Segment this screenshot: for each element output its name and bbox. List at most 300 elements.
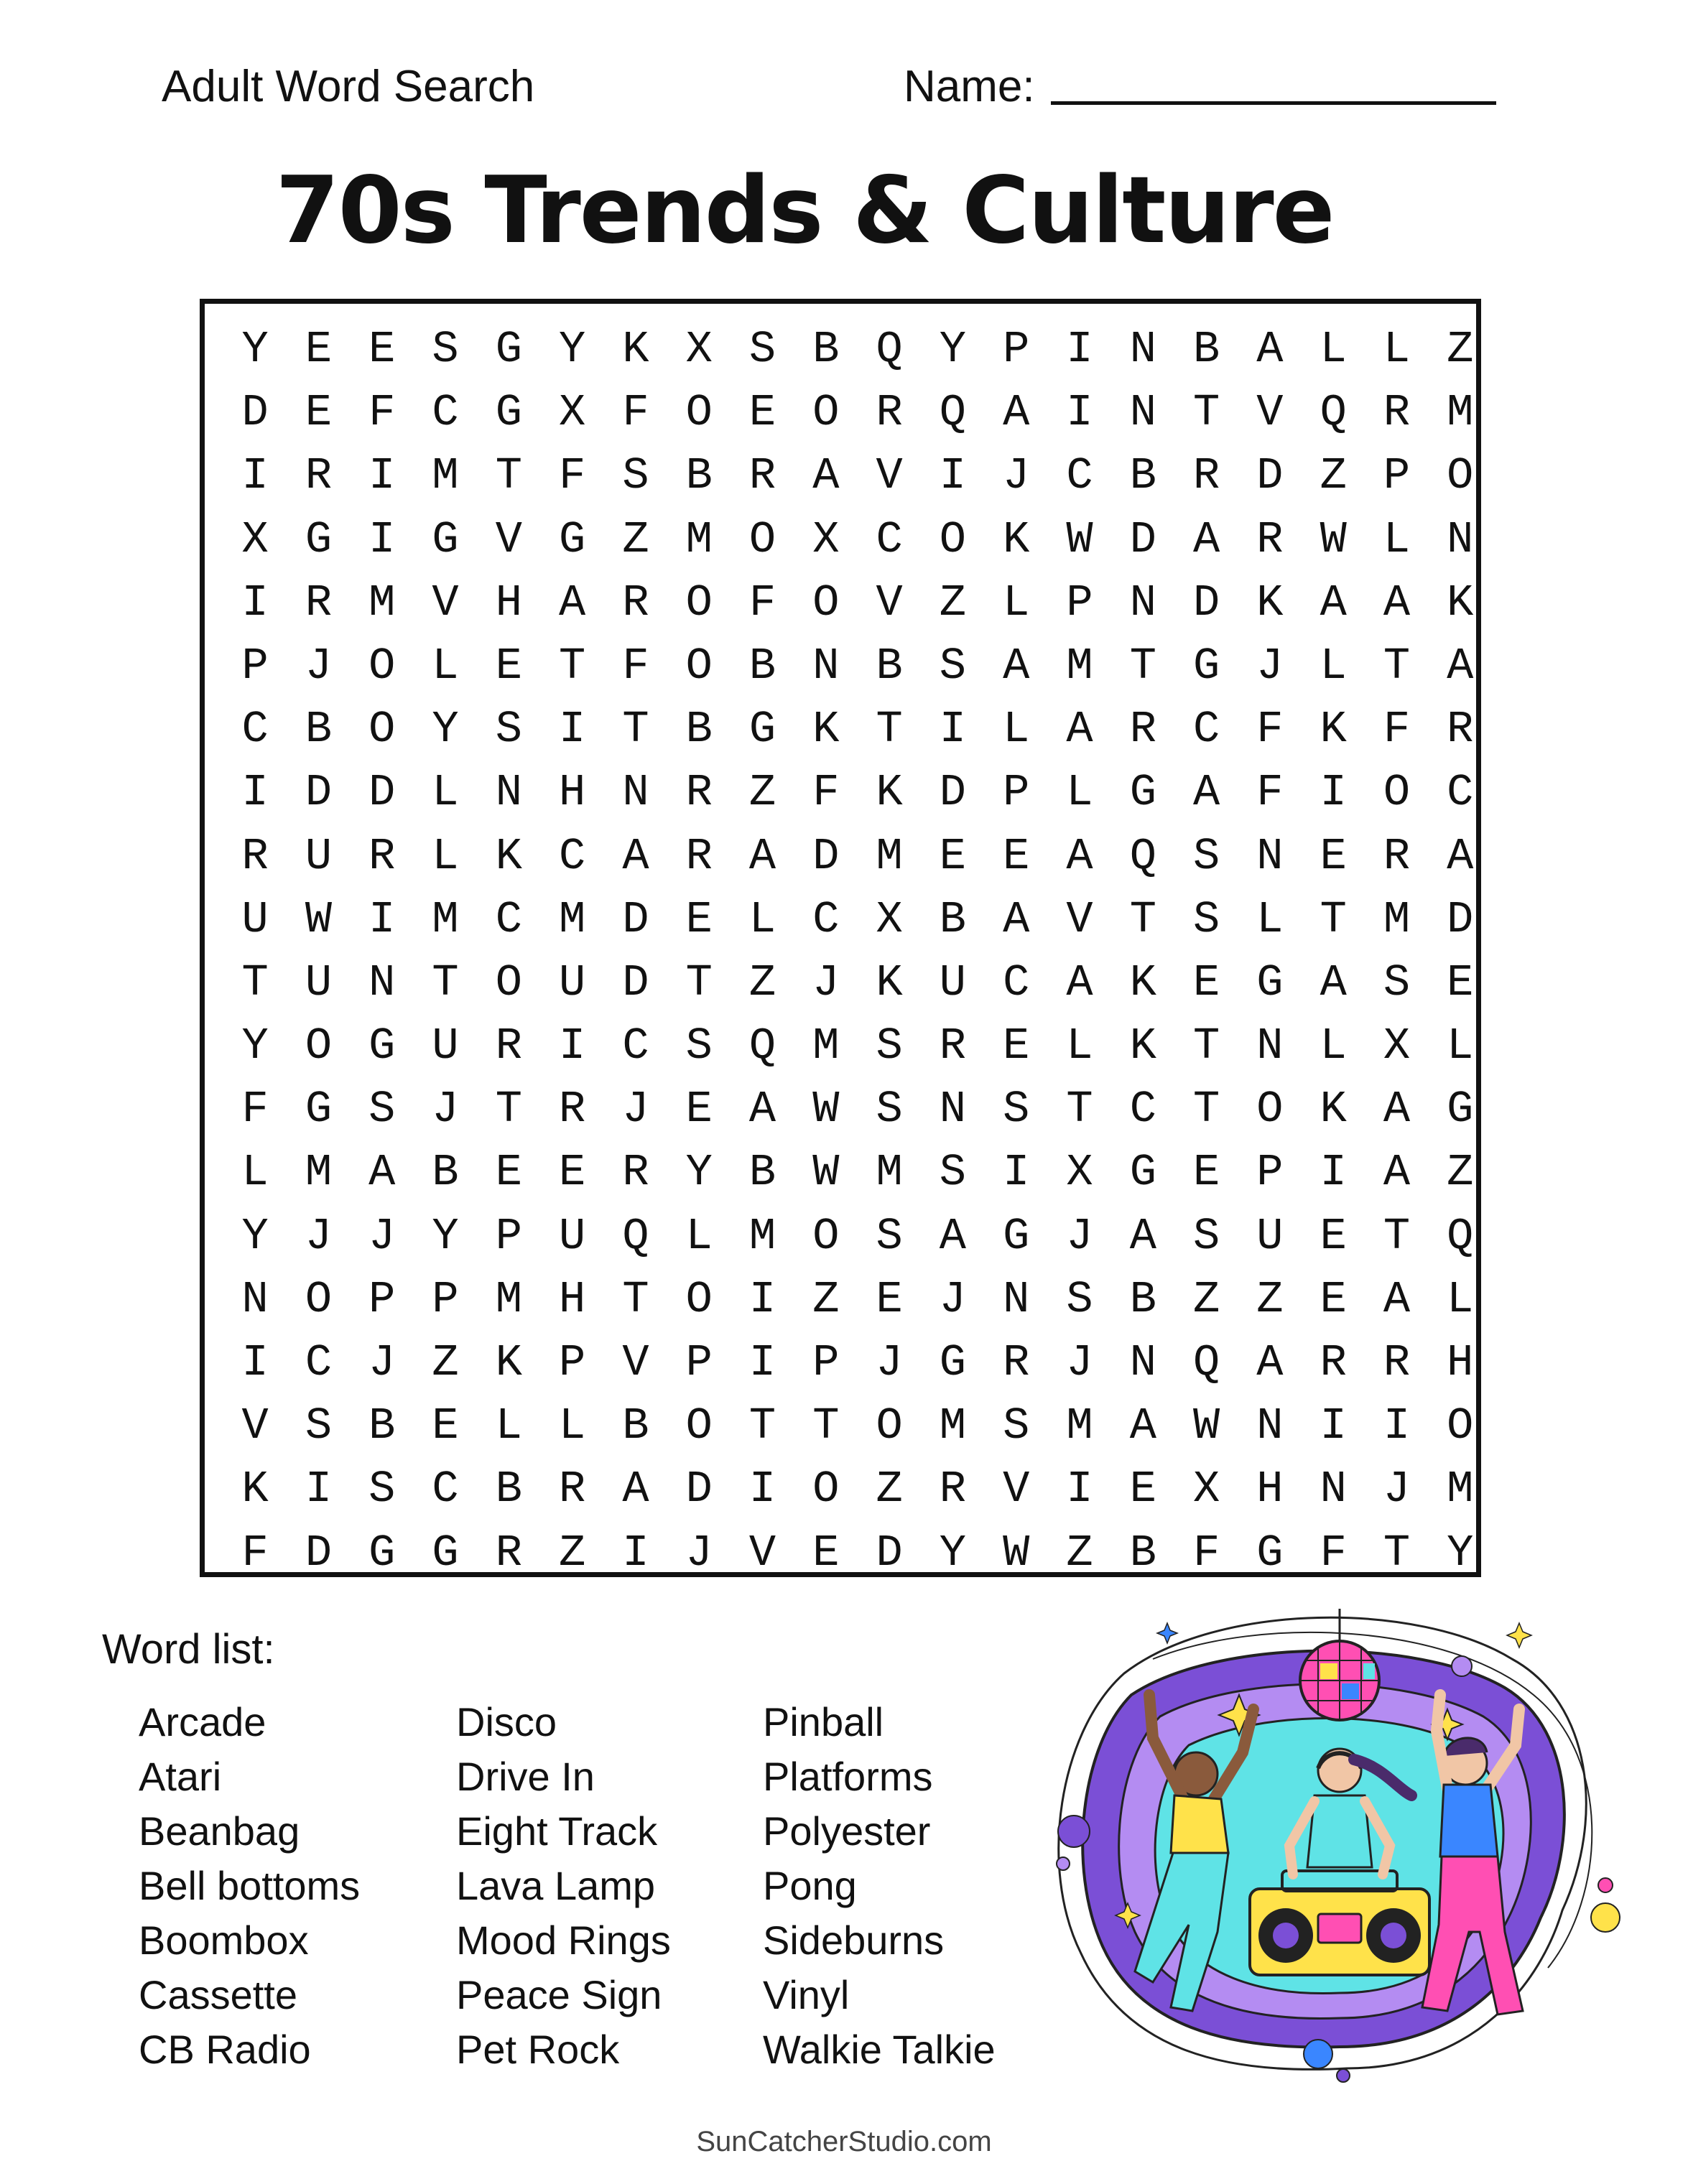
grid-letter[interactable]: M [559, 893, 586, 945]
grid-letter[interactable]: I [939, 704, 967, 756]
grid-letter[interactable]: A [1003, 893, 1030, 945]
grid-letter[interactable]: A [1447, 830, 1474, 882]
grid-letter[interactable]: J [876, 1337, 903, 1388]
grid-letter[interactable]: I [559, 1021, 586, 1072]
grid-letter[interactable]: L [1320, 640, 1347, 692]
grid-letter[interactable]: Q [876, 324, 903, 375]
grid-letter[interactable]: S [1003, 1400, 1030, 1452]
grid-letter[interactable]: M [1383, 893, 1411, 945]
grid-letter[interactable]: T [1320, 893, 1347, 945]
grid-letter[interactable]: T [1383, 1527, 1411, 1579]
grid-letter[interactable]: L [495, 1400, 522, 1452]
grid-letter[interactable]: Y [241, 324, 269, 375]
grid-letter[interactable]: D [241, 387, 269, 439]
grid-letter[interactable]: A [1383, 1147, 1411, 1199]
grid-letter[interactable]: Z [1256, 1273, 1284, 1325]
grid-letter[interactable]: O [685, 387, 713, 439]
grid-letter[interactable]: G [495, 324, 522, 375]
grid-letter[interactable]: I [622, 1527, 649, 1579]
grid-letter[interactable]: V [748, 1527, 776, 1579]
grid-letter[interactable]: A [1447, 640, 1474, 692]
grid-letter[interactable]: I [241, 767, 269, 819]
grid-letter[interactable]: K [495, 830, 522, 882]
grid-letter[interactable]: R [1129, 704, 1156, 756]
grid-letter[interactable]: Y [241, 1021, 269, 1072]
grid-letter[interactable]: R [241, 830, 269, 882]
grid-letter[interactable]: G [1129, 1147, 1156, 1199]
grid-letter[interactable]: E [495, 640, 522, 692]
grid-letter[interactable]: A [748, 1084, 776, 1135]
grid-letter[interactable]: R [876, 387, 903, 439]
grid-letter[interactable]: M [368, 577, 396, 628]
grid-letter[interactable]: C [432, 387, 459, 439]
grid-letter[interactable]: O [1383, 767, 1411, 819]
grid-letter[interactable]: E [1320, 1273, 1347, 1325]
grid-letter[interactable]: R [559, 1464, 586, 1515]
grid-letter[interactable]: K [241, 1464, 269, 1515]
grid-letter[interactable]: I [939, 450, 967, 502]
grid-letter[interactable]: Y [939, 324, 967, 375]
grid-letter[interactable]: O [685, 577, 713, 628]
grid-letter[interactable]: Y [685, 1147, 713, 1199]
grid-letter[interactable]: H [495, 577, 522, 628]
grid-letter[interactable]: P [1383, 450, 1411, 502]
grid-letter[interactable]: D [622, 893, 649, 945]
grid-letter[interactable]: A [1320, 577, 1347, 628]
grid-letter[interactable]: A [1129, 1210, 1156, 1262]
grid-letter[interactable]: K [622, 324, 649, 375]
grid-letter[interactable]: C [1447, 767, 1474, 819]
grid-letter[interactable]: F [559, 450, 586, 502]
grid-letter[interactable]: R [685, 830, 713, 882]
grid-letter[interactable]: K [876, 957, 903, 1008]
grid-letter[interactable]: U [305, 830, 333, 882]
grid-letter[interactable]: M [305, 1147, 333, 1199]
grid-letter[interactable]: Q [1129, 830, 1156, 882]
grid-letter[interactable]: X [1192, 1464, 1220, 1515]
grid-letter[interactable]: E [1192, 1147, 1220, 1199]
grid-letter[interactable]: C [1129, 1084, 1156, 1135]
grid-letter[interactable]: E [685, 1084, 713, 1135]
grid-letter[interactable]: R [1192, 450, 1220, 502]
grid-letter[interactable]: J [1066, 1337, 1093, 1388]
grid-letter[interactable]: Q [622, 1210, 649, 1262]
grid-letter[interactable]: L [1447, 1021, 1474, 1072]
grid-letter[interactable]: N [1256, 1400, 1284, 1452]
grid-letter[interactable]: E [305, 324, 333, 375]
grid-letter[interactable]: E [939, 830, 967, 882]
grid-letter[interactable]: Z [1447, 324, 1474, 375]
grid-letter[interactable]: R [305, 450, 333, 502]
grid-letter[interactable]: Q [1192, 1337, 1220, 1388]
grid-letter[interactable]: C [876, 514, 903, 565]
grid-letter[interactable]: Z [622, 514, 649, 565]
grid-letter[interactable]: R [1003, 1337, 1030, 1388]
grid-letter[interactable]: G [305, 1084, 333, 1135]
grid-letter[interactable]: K [1320, 704, 1347, 756]
grid-letter[interactable]: S [368, 1084, 396, 1135]
grid-letter[interactable]: E [685, 893, 713, 945]
grid-letter[interactable]: A [1192, 767, 1220, 819]
grid-letter[interactable]: G [305, 514, 333, 565]
grid-letter[interactable]: U [939, 957, 967, 1008]
grid-letter[interactable]: F [748, 577, 776, 628]
grid-letter[interactable]: J [1066, 1210, 1093, 1262]
grid-letter[interactable]: V [1003, 1464, 1030, 1515]
grid-letter[interactable]: A [1256, 324, 1284, 375]
grid-letter[interactable]: M [495, 1273, 522, 1325]
grid-letter[interactable]: Z [876, 1464, 903, 1515]
grid-letter[interactable]: N [939, 1084, 967, 1135]
grid-letter[interactable]: V [876, 577, 903, 628]
grid-letter[interactable]: I [1066, 1464, 1093, 1515]
grid-letter[interactable]: E [1192, 957, 1220, 1008]
grid-letter[interactable]: R [495, 1021, 522, 1072]
grid-letter[interactable]: A [1066, 704, 1093, 756]
grid-letter[interactable]: I [1320, 1400, 1347, 1452]
grid-letter[interactable]: B [1129, 1273, 1156, 1325]
grid-letter[interactable]: I [241, 577, 269, 628]
grid-letter[interactable]: R [622, 1147, 649, 1199]
grid-letter[interactable]: W [812, 1147, 840, 1199]
grid-letter[interactable]: R [1447, 704, 1474, 756]
grid-letter[interactable]: K [876, 767, 903, 819]
grid-letter[interactable]: E [812, 1527, 840, 1579]
grid-letter[interactable]: N [1129, 324, 1156, 375]
grid-letter[interactable]: E [1320, 830, 1347, 882]
grid-letter[interactable]: N [1447, 514, 1474, 565]
grid-letter[interactable]: O [368, 640, 396, 692]
grid-letter[interactable]: B [748, 640, 776, 692]
grid-letter[interactable]: B [685, 704, 713, 756]
grid-letter[interactable]: O [812, 387, 840, 439]
grid-letter[interactable]: G [432, 514, 459, 565]
grid-letter[interactable]: O [1447, 450, 1474, 502]
grid-letter[interactable]: E [876, 1273, 903, 1325]
grid-letter[interactable]: M [1066, 1400, 1093, 1452]
grid-letter[interactable]: R [305, 577, 333, 628]
grid-letter[interactable]: L [559, 1400, 586, 1452]
grid-letter[interactable]: J [305, 1210, 333, 1262]
grid-letter[interactable]: Z [1066, 1527, 1093, 1579]
grid-letter[interactable]: V [622, 1337, 649, 1388]
grid-letter[interactable]: N [241, 1273, 269, 1325]
grid-letter[interactable]: P [1003, 767, 1030, 819]
grid-letter[interactable]: C [495, 893, 522, 945]
grid-letter[interactable]: B [368, 1400, 396, 1452]
grid-letter[interactable]: T [1383, 640, 1411, 692]
grid-letter[interactable]: A [1129, 1400, 1156, 1452]
grid-letter[interactable]: B [812, 324, 840, 375]
grid-letter[interactable]: T [1129, 640, 1156, 692]
grid-letter[interactable]: P [241, 640, 269, 692]
grid-letter[interactable]: I [305, 1464, 333, 1515]
grid-letter[interactable]: C [1003, 957, 1030, 1008]
grid-letter[interactable]: E [1129, 1464, 1156, 1515]
grid-letter[interactable]: W [1320, 514, 1347, 565]
grid-letter[interactable]: L [1320, 1021, 1347, 1072]
grid-letter[interactable]: V [1256, 387, 1284, 439]
grid-letter[interactable]: S [1192, 1210, 1220, 1262]
grid-letter[interactable]: Q [1320, 387, 1347, 439]
grid-letter[interactable]: Y [939, 1527, 967, 1579]
grid-letter[interactable]: D [1192, 577, 1220, 628]
grid-letter[interactable]: E [1447, 957, 1474, 1008]
grid-letter[interactable]: N [1129, 577, 1156, 628]
grid-letter[interactable]: S [939, 640, 967, 692]
grid-letter[interactable]: I [368, 514, 396, 565]
grid-letter[interactable]: P [1256, 1147, 1284, 1199]
grid-letter[interactable]: D [685, 1464, 713, 1515]
grid-letter[interactable]: H [559, 1273, 586, 1325]
grid-letter[interactable]: K [1256, 577, 1284, 628]
grid-letter[interactable]: U [241, 893, 269, 945]
grid-letter[interactable]: N [622, 767, 649, 819]
grid-letter[interactable]: O [368, 704, 396, 756]
grid-letter[interactable]: R [622, 577, 649, 628]
grid-letter[interactable]: J [812, 957, 840, 1008]
grid-letter[interactable]: R [495, 1527, 522, 1579]
grid-letter[interactable]: A [1003, 387, 1030, 439]
grid-letter[interactable]: H [1256, 1464, 1284, 1515]
grid-letter[interactable]: D [1256, 450, 1284, 502]
grid-letter[interactable]: M [939, 1400, 967, 1452]
grid-letter[interactable]: O [685, 640, 713, 692]
grid-letter[interactable]: W [1003, 1527, 1030, 1579]
grid-letter[interactable]: T [495, 1084, 522, 1135]
grid-letter[interactable]: D [1447, 893, 1474, 945]
grid-letter[interactable]: Z [1447, 1147, 1474, 1199]
grid-letter[interactable]: I [1066, 324, 1093, 375]
grid-letter[interactable]: I [1320, 767, 1347, 819]
grid-letter[interactable]: Y [432, 704, 459, 756]
grid-letter[interactable]: T [622, 704, 649, 756]
grid-letter[interactable]: B [876, 640, 903, 692]
grid-letter[interactable]: A [368, 1147, 396, 1199]
grid-letter[interactable]: O [495, 957, 522, 1008]
grid-letter[interactable]: L [1066, 1021, 1093, 1072]
grid-letter[interactable]: L [1256, 893, 1284, 945]
grid-letter[interactable]: I [368, 450, 396, 502]
grid-letter[interactable]: F [812, 767, 840, 819]
grid-letter[interactable]: L [685, 1210, 713, 1262]
grid-letter[interactable]: F [368, 387, 396, 439]
grid-letter[interactable]: X [1383, 1021, 1411, 1072]
grid-letter[interactable]: R [939, 1021, 967, 1072]
grid-letter[interactable]: K [1129, 957, 1156, 1008]
grid-letter[interactable]: S [939, 1147, 967, 1199]
grid-letter[interactable]: K [495, 1337, 522, 1388]
grid-letter[interactable]: N [1129, 1337, 1156, 1388]
grid-letter[interactable]: S [876, 1084, 903, 1135]
grid-letter[interactable]: F [1256, 704, 1284, 756]
grid-letter[interactable]: E [495, 1147, 522, 1199]
grid-letter[interactable]: L [1447, 1273, 1474, 1325]
grid-letter[interactable]: I [559, 704, 586, 756]
grid-letter[interactable]: G [748, 704, 776, 756]
grid-letter[interactable]: F [1383, 704, 1411, 756]
grid-letter[interactable]: T [559, 640, 586, 692]
grid-letter[interactable]: L [1320, 324, 1347, 375]
grid-letter[interactable]: G [1129, 767, 1156, 819]
grid-letter[interactable]: F [1320, 1527, 1347, 1579]
grid-letter[interactable]: G [1256, 957, 1284, 1008]
grid-letter[interactable]: N [1256, 1021, 1284, 1072]
grid-letter[interactable]: B [939, 893, 967, 945]
grid-letter[interactable]: F [622, 387, 649, 439]
grid-letter[interactable]: S [1192, 830, 1220, 882]
grid-letter[interactable]: B [432, 1147, 459, 1199]
grid-letter[interactable]: J [432, 1084, 459, 1135]
grid-letter[interactable]: X [1066, 1147, 1093, 1199]
grid-letter[interactable]: O [748, 514, 776, 565]
grid-letter[interactable]: K [1003, 514, 1030, 565]
grid-letter[interactable]: G [939, 1337, 967, 1388]
grid-letter[interactable]: N [812, 640, 840, 692]
grid-letter[interactable]: D [812, 830, 840, 882]
grid-letter[interactable]: G [559, 514, 586, 565]
grid-letter[interactable]: M [812, 1021, 840, 1072]
grid-letter[interactable]: E [559, 1147, 586, 1199]
grid-letter[interactable]: X [876, 893, 903, 945]
grid-letter[interactable]: M [432, 893, 459, 945]
grid-letter[interactable]: I [1003, 1147, 1030, 1199]
grid-letter[interactable]: S [1066, 1273, 1093, 1325]
grid-letter[interactable]: Q [1447, 1210, 1474, 1262]
grid-letter[interactable]: I [1383, 1400, 1411, 1452]
grid-letter[interactable]: N [495, 767, 522, 819]
grid-letter[interactable]: I [748, 1337, 776, 1388]
grid-letter[interactable]: T [1192, 1021, 1220, 1072]
grid-letter[interactable]: O [305, 1273, 333, 1325]
grid-letter[interactable]: S [622, 450, 649, 502]
grid-letter[interactable]: J [1003, 450, 1030, 502]
grid-letter[interactable]: R [685, 767, 713, 819]
grid-letter[interactable]: M [748, 1210, 776, 1262]
grid-letter[interactable]: R [1320, 1337, 1347, 1388]
grid-letter[interactable]: C [1066, 450, 1093, 502]
grid-letter[interactable]: L [432, 767, 459, 819]
grid-letter[interactable]: J [622, 1084, 649, 1135]
grid-letter[interactable]: L [1066, 767, 1093, 819]
grid-letter[interactable]: I [241, 1337, 269, 1388]
grid-letter[interactable]: S [1383, 957, 1411, 1008]
grid-letter[interactable]: Z [1320, 450, 1347, 502]
grid-letter[interactable]: I [748, 1464, 776, 1515]
grid-letter[interactable]: S [748, 324, 776, 375]
grid-letter[interactable]: T [1383, 1210, 1411, 1262]
grid-letter[interactable]: A [1066, 957, 1093, 1008]
grid-letter[interactable]: J [305, 640, 333, 692]
grid-letter[interactable]: Y [432, 1210, 459, 1262]
grid-letter[interactable]: O [876, 1400, 903, 1452]
grid-letter[interactable]: H [1447, 1337, 1474, 1388]
grid-letter[interactable]: A [1192, 514, 1220, 565]
grid-letter[interactable]: T [1192, 1084, 1220, 1135]
grid-letter[interactable]: S [305, 1400, 333, 1452]
grid-letter[interactable]: L [432, 640, 459, 692]
grid-letter[interactable]: M [432, 450, 459, 502]
grid-letter[interactable]: T [812, 1400, 840, 1452]
grid-letter[interactable]: G [1256, 1527, 1284, 1579]
grid-letter[interactable]: D [1129, 514, 1156, 565]
grid-letter[interactable]: V [432, 577, 459, 628]
grid-letter[interactable]: U [432, 1021, 459, 1072]
grid-letter[interactable]: M [876, 830, 903, 882]
grid-letter[interactable]: D [622, 957, 649, 1008]
grid-letter[interactable]: J [368, 1210, 396, 1262]
grid-letter[interactable]: Y [241, 1210, 269, 1262]
grid-letter[interactable]: M [1447, 1464, 1474, 1515]
grid-letter[interactable]: R [559, 1084, 586, 1135]
grid-letter[interactable]: E [1003, 830, 1030, 882]
grid-letter[interactable]: V [1066, 893, 1093, 945]
grid-letter[interactable]: P [685, 1337, 713, 1388]
grid-letter[interactable]: T [1066, 1084, 1093, 1135]
grid-letter[interactable]: C [432, 1464, 459, 1515]
grid-letter[interactable]: D [305, 1527, 333, 1579]
grid-letter[interactable]: C [622, 1021, 649, 1072]
grid-letter[interactable]: O [1256, 1084, 1284, 1135]
grid-letter[interactable]: G [495, 387, 522, 439]
grid-letter[interactable]: A [748, 830, 776, 882]
grid-letter[interactable]: R [368, 830, 396, 882]
grid-letter[interactable]: T [241, 957, 269, 1008]
grid-letter[interactable]: S [876, 1210, 903, 1262]
grid-letter[interactable]: L [241, 1147, 269, 1199]
grid-letter[interactable]: N [1320, 1464, 1347, 1515]
grid-letter[interactable]: T [432, 957, 459, 1008]
grid-letter[interactable]: C [812, 893, 840, 945]
grid-letter[interactable]: C [559, 830, 586, 882]
grid-letter[interactable]: S [876, 1021, 903, 1072]
grid-letter[interactable]: J [368, 1337, 396, 1388]
grid-letter[interactable]: T [685, 957, 713, 1008]
grid-letter[interactable]: K [812, 704, 840, 756]
grid-letter[interactable]: A [559, 577, 586, 628]
grid-letter[interactable]: E [748, 387, 776, 439]
grid-letter[interactable]: H [559, 767, 586, 819]
grid-letter[interactable]: W [1066, 514, 1093, 565]
grid-letter[interactable]: G [1003, 1210, 1030, 1262]
grid-letter[interactable]: U [305, 957, 333, 1008]
grid-letter[interactable]: S [368, 1464, 396, 1515]
grid-letter[interactable]: A [1256, 1337, 1284, 1388]
grid-letter[interactable]: E [432, 1400, 459, 1452]
grid-letter[interactable]: T [748, 1400, 776, 1452]
grid-letter[interactable]: O [812, 1210, 840, 1262]
grid-letter[interactable]: S [685, 1021, 713, 1072]
grid-letter[interactable]: R [1383, 830, 1411, 882]
grid-letter[interactable]: B [685, 450, 713, 502]
grid-letter[interactable]: A [812, 450, 840, 502]
grid-letter[interactable]: E [1320, 1210, 1347, 1262]
grid-letter[interactable]: Z [748, 767, 776, 819]
grid-letter[interactable]: B [1129, 1527, 1156, 1579]
grid-letter[interactable]: P [812, 1337, 840, 1388]
grid-letter[interactable]: A [939, 1210, 967, 1262]
grid-letter[interactable]: D [939, 767, 967, 819]
grid-letter[interactable]: A [622, 1464, 649, 1515]
grid-letter[interactable]: P [1066, 577, 1093, 628]
grid-letter[interactable]: N [1256, 830, 1284, 882]
grid-letter[interactable]: B [1129, 450, 1156, 502]
grid-letter[interactable]: B [495, 1464, 522, 1515]
grid-letter[interactable]: L [432, 830, 459, 882]
grid-letter[interactable]: A [1383, 1084, 1411, 1135]
grid-letter[interactable]: P [432, 1273, 459, 1325]
grid-letter[interactable]: O [1447, 1400, 1474, 1452]
